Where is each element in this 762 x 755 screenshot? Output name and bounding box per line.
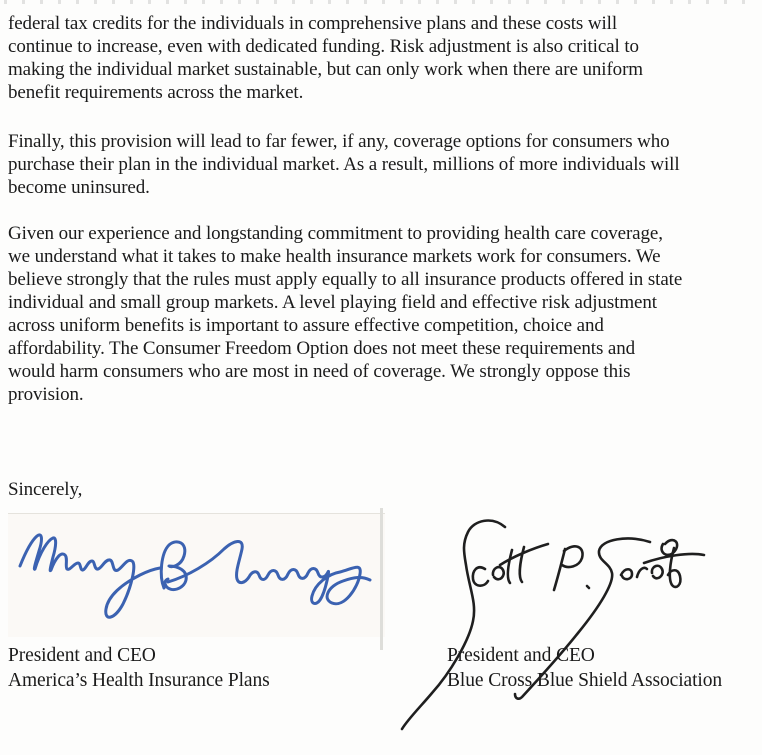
signature-stroke [644, 554, 704, 563]
signature-stroke [562, 546, 583, 567]
text-line: continue to increase, even with dedicated funding. Risk adjustment is also critical to [8, 36, 639, 57]
text-line: purchase their plan in the individual market. As a result, millions of more individuals will [8, 154, 680, 175]
paragraph [8, 12, 760, 104]
signature-stroke [493, 567, 504, 579]
signature-stroke [168, 541, 370, 603]
signature-stroke [515, 539, 650, 699]
scan-artifact-top [4, 0, 758, 4]
text-line: federal tax credits for the individuals in comprehensive plans and these costs will [8, 13, 618, 34]
text-line: making the individual market sustainable, but can only work when there are uniform [8, 59, 643, 80]
tavenner-signature-image [10, 516, 380, 638]
text-line: believe strongly that the rules must apply equally to all insurance products offered in state [8, 269, 683, 290]
signer-block-ahip [8, 643, 270, 693]
signature-stroke [402, 521, 505, 729]
signature-stroke [587, 586, 589, 588]
signature-stroke [637, 568, 647, 577]
text-line: Given our experience and longstanding commitment to providing health care coverage, [8, 223, 663, 244]
signer-organization: America’s Health Insurance Plans [8, 670, 270, 691]
text-line: Finally, this provision will lead to far fewer, if any, coverage options for consumers who [8, 131, 670, 152]
text-line: benefit requirements across the market. [8, 82, 304, 103]
signature-stroke [20, 535, 160, 617]
text-line: we understand what it takes to make health insurance markets work for consumers. We [8, 246, 661, 267]
signature-stroke [621, 569, 632, 579]
signer-title: President and CEO [447, 645, 595, 666]
serota-signature-image [388, 503, 710, 753]
paragraph [8, 130, 760, 199]
text-line: would harm consumers who are most in need of coverage. We strongly oppose this [8, 361, 631, 382]
signature-stroke [652, 566, 663, 579]
signature-stroke [161, 542, 186, 590]
scan-artifact-edge [380, 508, 383, 650]
signer-organization: Blue Cross Blue Shield Association [447, 670, 723, 691]
text-line: across uniform benefits is important to assure effective competition, choice and [8, 315, 604, 336]
signature-stroke [508, 550, 512, 583]
text-line: provision. [8, 384, 84, 405]
signature-stroke [473, 567, 488, 585]
text-line: become uninsured. [8, 177, 150, 198]
signature-stroke [554, 549, 565, 590]
text-line: individual and small group markets. A level playing field and effective risk adjustment [8, 292, 657, 313]
closing-salutation: Sincerely, [8, 479, 83, 500]
signer-title: President and CEO [8, 645, 156, 666]
text-line: affordability. The Consumer Freedom Option does not meet these requirements and [8, 338, 636, 359]
paragraph [8, 222, 760, 406]
